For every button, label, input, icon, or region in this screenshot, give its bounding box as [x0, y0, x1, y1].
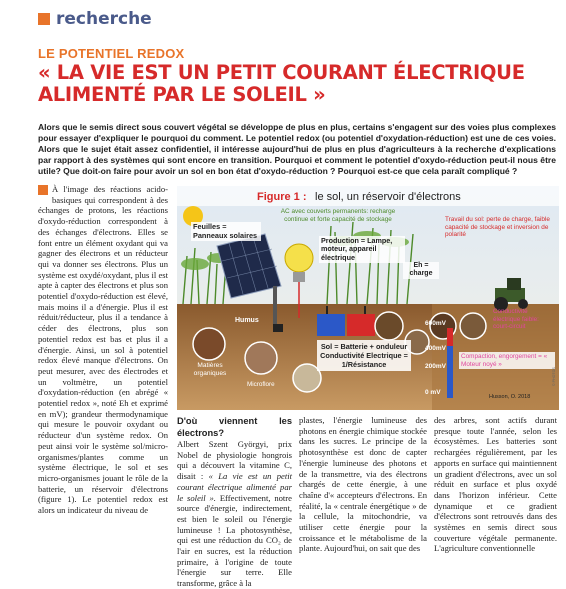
- column-2-text-a: Albert Szent Györgyi, prix Nobel de physiologie hongrois qui a découvert la vitamine C, disait :: [177, 439, 292, 482]
- figure-matieres-label: Matières organiques: [193, 362, 227, 377]
- section-rubric: [38, 8, 152, 30]
- column-2-text-b: Effectivement, notre source d'énergie, indirectement, est bien le soleil ou l'énergie lumineuse ! La photosynthèse, qui est une réduction du CO₂ de l'air en sucres, est la réduction primaire, à l'origine de toute l'énergie sur terre. Elle transforme, grâce à la: [177, 492, 292, 589]
- figure-200mv-label: 200mV: [425, 363, 446, 370]
- rubric-label: recherche: [56, 9, 152, 29]
- figure-400mv-label: 400mV: [425, 345, 446, 352]
- figure-conductivite-elec-box: [493, 308, 555, 342]
- body-column-4: [434, 415, 557, 566]
- body-column-1: [38, 184, 168, 566]
- voltage-scale: [447, 328, 453, 398]
- column-3-text: plastes, l'énergie lumineuse des photons en énergie chimique stockée dans les sucres. Le principe de la photosynthèse est donc de capter l'énergie lumineuse des photons et de la transmettre, via des électrons chargés de cette énergie, à une chaîne d'« accepteurs d'électrons. En réalité, la « centrale énergétique » de la cellule, la mitochondrie, va utiliser cette énergie pour la croissance et le métabolisme de la plante. Aujourd'hui, on sait que des: [299, 415, 427, 554]
- figure-credit: Husson, O. 2018: [489, 394, 531, 400]
- column-4-text: des arbres, sont actifs durant presque toute l'année, selon les écosystèmes. Les batteries sont rechargées régulièrement, par les apports en surface qui maintiennent un gradient d'électrons, avec un sol réduit en surface et plus oxydé dans l'horizon inférieur. Cette dynamique et ce gradient d'électrons sont retrouvés dans des systèmes en semis direct sous couverture végétale permanente. L'agriculture conventionnelle: [434, 415, 557, 554]
- figure-feuilles-box: [191, 222, 261, 244]
- figure-microflore-label: Microflore: [247, 381, 275, 388]
- article-kicker: LE POTENTIEL REDOX: [38, 46, 185, 61]
- figure-0mv-label: 0 mV: [425, 389, 441, 396]
- figure-sol-box: [317, 340, 411, 380]
- column-1-text: À l'image des réactions acido-basiques qui correspondent à des échanges de protons, les réactions d'oxydo-réduction correspondent à des échanges d'électrons. Elles se font entre un élément oxydant qui va gagner des électrons et un réducteur qui va donner ses électrons. Plus un système est oxydé/oxydant, plus il est apte à capter des électrons et plus son potentiel d'oxydo-réduction est élevé, mais moins il a d'énergie. Plus il est réduit/réducteur, plus il a tendance à céder des électrons, plus son potentiel redox est bas et plus il a d'énergie. Ainsi, un sol à potentiel redox élevé manque d'électrons. On peut mesurer, avec des électrodes et un voltmètre, un potentiel d'oxydation-réduction (en abrégé « potentiel redox », noté Eh et exprimé en mV); grandeur thermodynamique qui mesure le pouvoir oxydant ou réducteur d'un système redox. On peut ainsi voir le système sol/micro-organismes/plantes comme un système électrique, le sol et ses micro-organismes jouant le rôle de la batterie, un réservoir d'électrons (figure 1). Le potentiel redox est alors un indicateur du niveau de: [38, 184, 168, 516]
- figure-travail-box: [445, 216, 555, 250]
- body-column-3: [299, 415, 427, 566]
- paragraph-start-square-icon: [38, 185, 48, 195]
- figure-sol-batterie-label: Sol = Batterie + onduleur: [320, 342, 408, 351]
- figure-ac-note-box: [273, 208, 403, 232]
- rubric-square-icon: [38, 13, 50, 25]
- figure-production-box: [319, 236, 405, 262]
- figure-eh-box: [403, 262, 439, 286]
- article-lead: Alors que le semis direct sous couvert végétal se développe de plus en plus, certains s'engagent sur des voies plus complexes pour essayer d'expliquer le pourquoi du comment. Le potentiel redox (ou potentiel d'oxydation-réduction) est une de ces voies. Alors que le sujet était assez confidentiel, il intéresse aujourd'hui de plus en plus d'agriculteurs à la recherche d'explications par rapport à des systèmes qui sont encore en transition. Pourquoi et comment le potentiel d'oxydo-réduction peut-il nous être utile? Que doit-on faire pour avoir un sol en bon état d'oxydo-réduction ? Pourquoi est-ce que cela paraît compliqué ?: [38, 122, 556, 177]
- figure-travail-label: Travail du sol: perte de charge, faible capacité de stockage et inversion de polarité: [445, 216, 550, 239]
- figure-ac-note: AC avec couverts permanents: recharge continue et forte capacité de stockage: [280, 208, 396, 223]
- figure-humus-label: Humus: [235, 317, 259, 324]
- figure-conductivite-elec-label: Conductivité électrique faible: court-circuit: [493, 308, 539, 331]
- article-title: « LA VIE EST UN PETIT COURANT ÉLECTRIQUE ALIMENTÉ PAR LE SOLEIL »: [38, 61, 525, 106]
- figure-title-rest: le sol, un réservoir d'électrons: [315, 191, 461, 203]
- figure-photo-credit: © PHOTOS: [552, 367, 556, 386]
- figure-conductivite-label: Conductivité Electrique = 1/Résistance: [320, 351, 408, 369]
- figure-eh-label: Eh = charge: [403, 262, 439, 279]
- body-column-2: [177, 415, 293, 589]
- figure-600mv-label: 600mV: [425, 320, 446, 327]
- column-2-quote: « La vie est un petit courant électrique alimenté par le soleil ».: [177, 471, 293, 503]
- figure-compaction-box: [459, 352, 555, 374]
- figure-matieres-box: [185, 362, 235, 384]
- figure-compaction-label: Compaction, engorgement = « Moteur noyé »: [459, 352, 555, 369]
- figure-title-bold: Figure 1 :: [257, 191, 307, 203]
- figure-soil-electron-reservoir: [177, 186, 559, 410]
- figure-feuilles-label: Feuilles = Panneaux solaires: [191, 222, 261, 241]
- subheading-electrons-origin: D'où viennent les électrons?: [177, 416, 292, 438]
- figure-production-label: Production = Lampe, moteur, appareil électrique: [319, 236, 405, 263]
